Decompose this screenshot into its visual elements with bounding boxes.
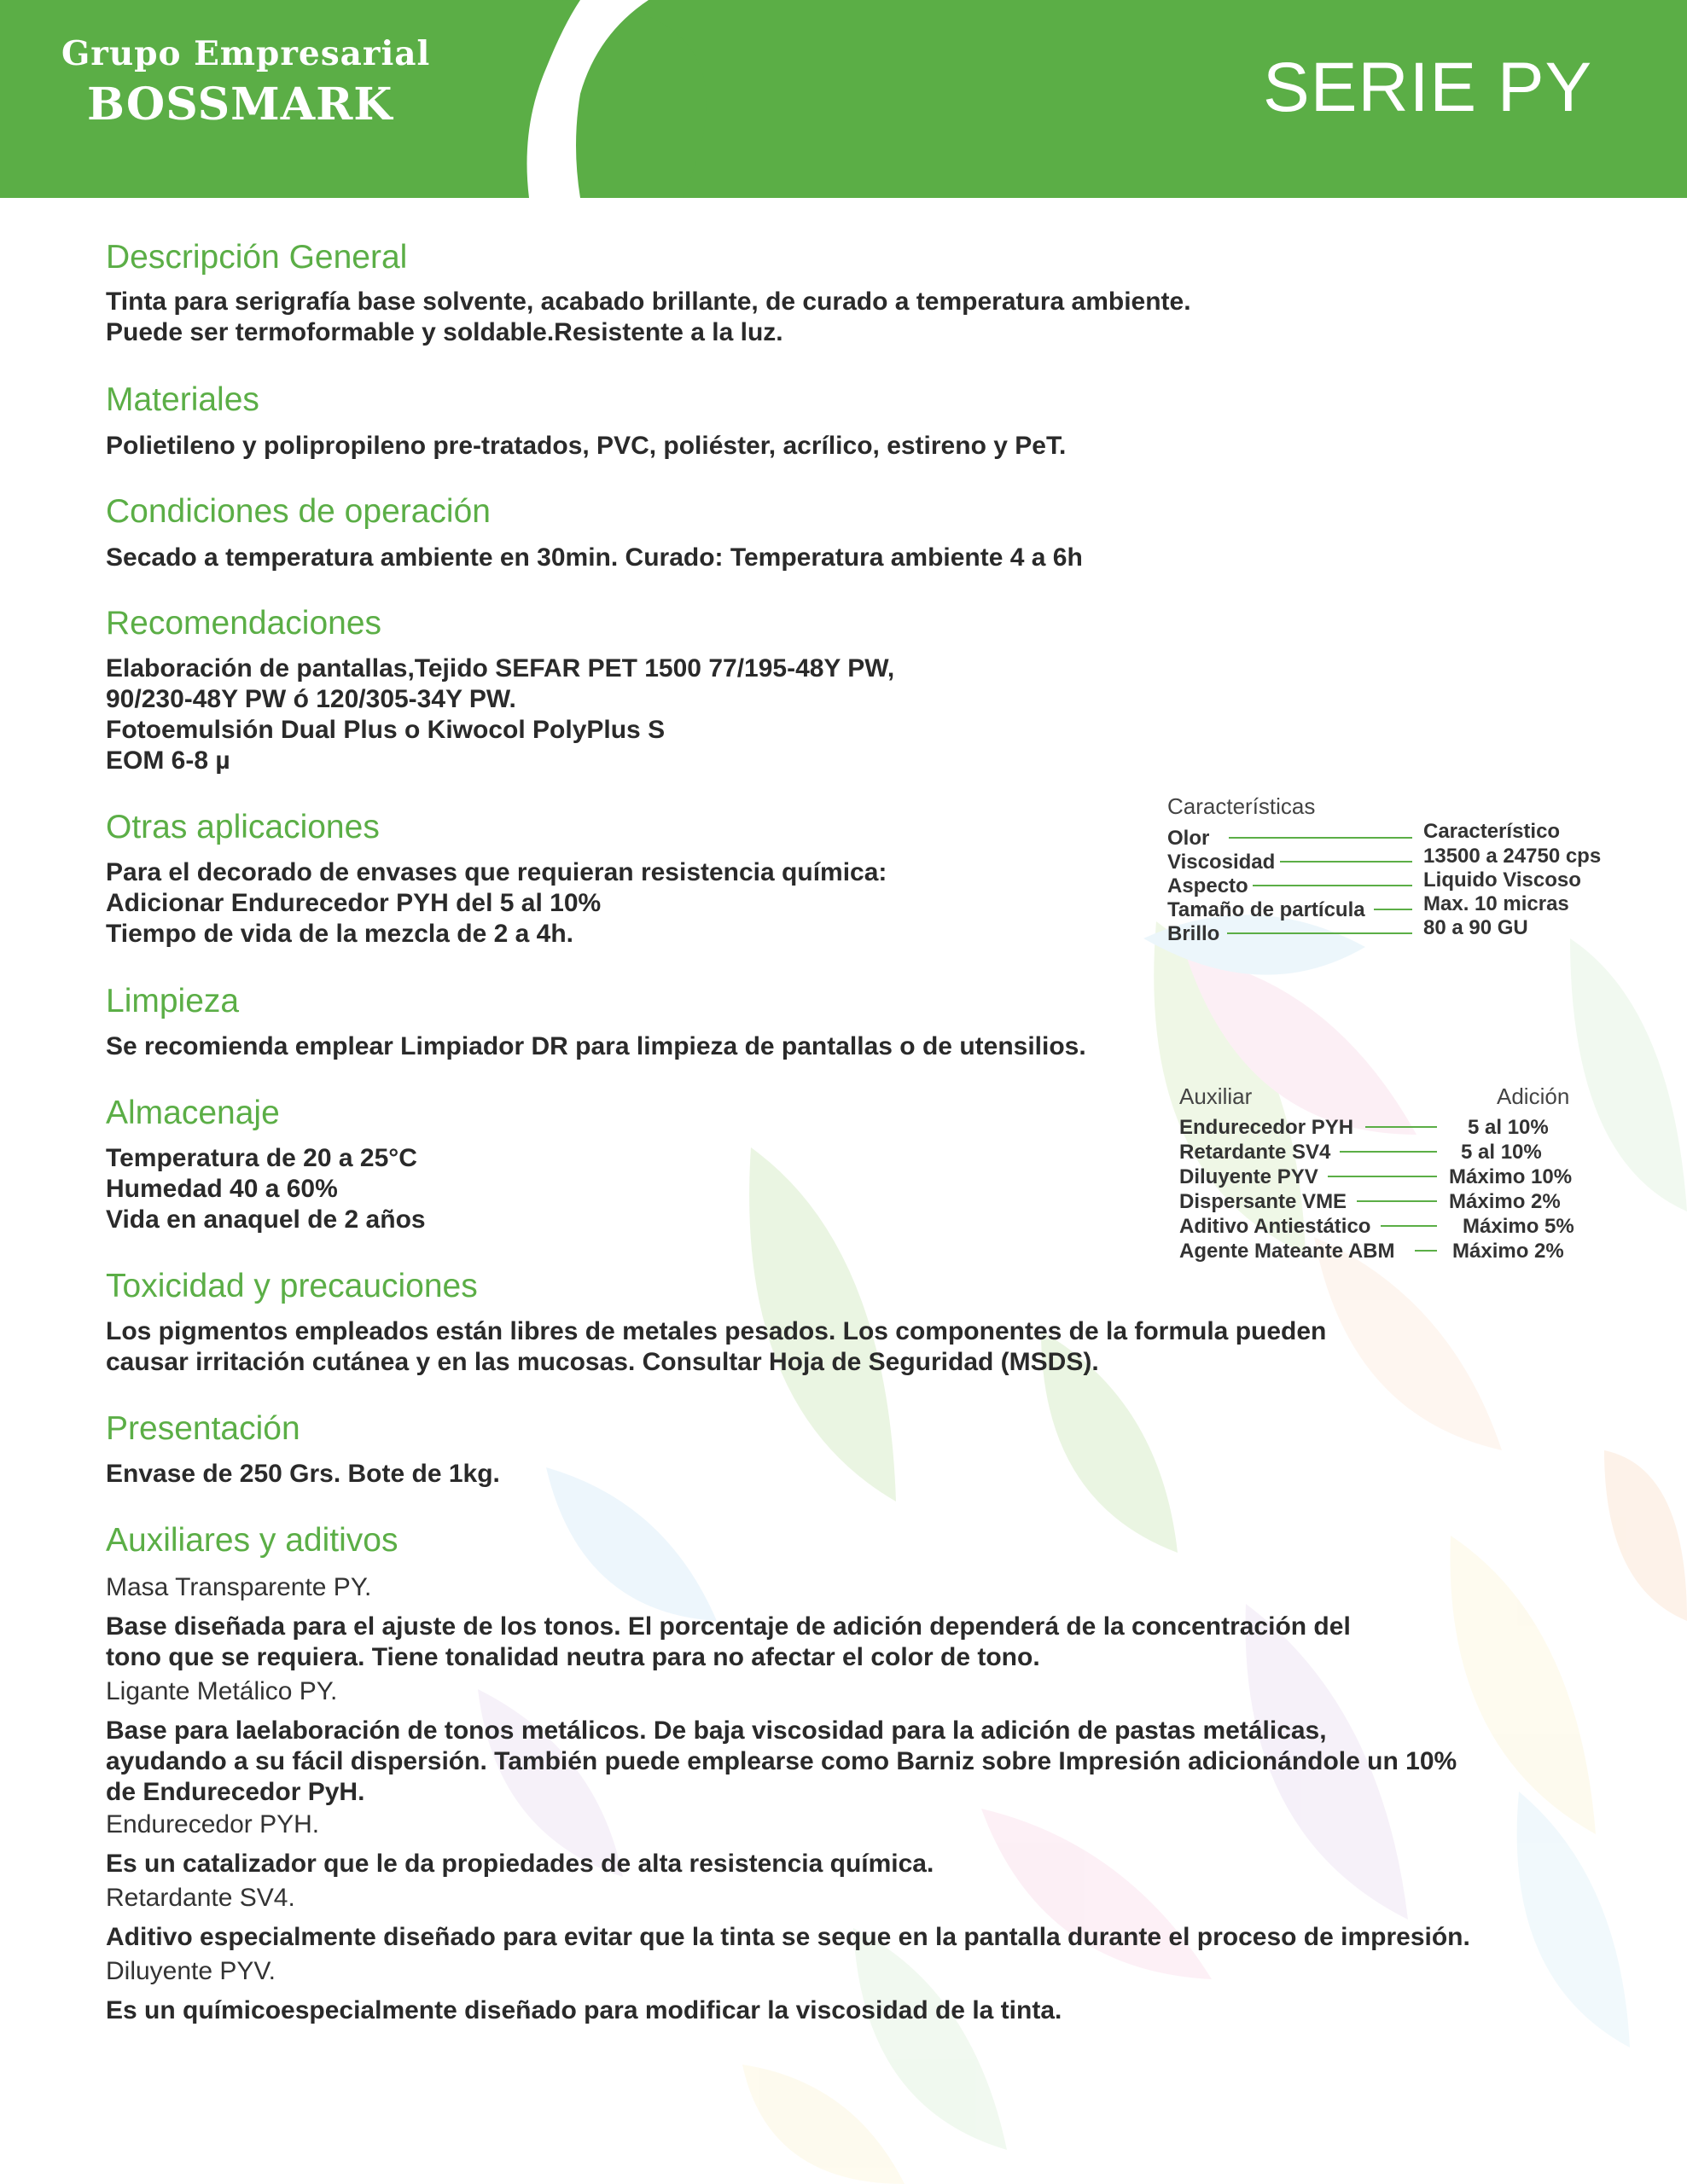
brand-group-label: Grupo Empresarial xyxy=(61,34,431,73)
auxiliar-value: 5 al 10% xyxy=(1468,1116,1549,1139)
aditivo-name: Endurecedor PYH. xyxy=(106,1810,320,1838)
section-title-descripcion: Descripción General xyxy=(106,239,408,276)
auxiliar-label: Agente Mateante ABM xyxy=(1179,1240,1395,1263)
caracteristicas-title: Características xyxy=(1167,793,1316,819)
section-text-recomendaciones: Elaboración de pantallas,Tejido SEFAR PET 1500 77/195-48Y PW, 90/230-48Y PW ó 120/305-34Y PW. Fotoemulsión Dual Plus o Kiwocol PolyPlus S EOM 6-8 µ xyxy=(106,654,895,775)
leader-line xyxy=(1253,885,1412,886)
auxiliar-col-title: Auxiliar xyxy=(1179,1083,1253,1109)
section-text-materiales: Polietileno y polipropileno pre-tratados, PVC, poliéster, acrílico, estireno y PeT. xyxy=(106,432,1067,460)
section-text-otras: Para el decorado de envases que requieran resistencia química: Adicionar Endurecedor PYH del 5 al 10% Tiempo de vida de la mezcla de 2 a 4h. xyxy=(106,858,887,948)
auxiliar-value: Máximo 2% xyxy=(1452,1240,1564,1263)
section-title-auxiliares: Auxiliares y aditivos xyxy=(106,1522,398,1559)
leader-line xyxy=(1365,1126,1437,1128)
section-text-toxicidad: Los pigmentos empleados están libres de metales pesados. Los componentes de la formula pueden causar irritación cutánea y en las mucosas. Consultar Hoja de Seguridad (MSDS). xyxy=(106,1317,1327,1376)
aditivo-name: Diluyente PYV. xyxy=(106,1957,276,1985)
adicion-col-title: Adición xyxy=(1497,1083,1570,1109)
aditivo-name: Masa Transparente PY. xyxy=(106,1573,372,1601)
section-title-recomendaciones: Recomendaciones xyxy=(106,605,382,642)
leader-line xyxy=(1280,861,1412,863)
auxiliar-value: Máximo 10% xyxy=(1449,1165,1573,1188)
leader-line xyxy=(1374,909,1412,910)
caracteristica-label: Viscosidad xyxy=(1167,851,1276,874)
auxiliar-label: Aditivo Antiestático xyxy=(1179,1215,1371,1238)
auxiliar-label: Diluyente PYV xyxy=(1179,1165,1318,1188)
caracteristica-value: Max. 10 micras xyxy=(1423,892,1569,915)
caracteristica-label: Olor xyxy=(1167,827,1210,850)
section-title-condiciones: Condiciones de operación xyxy=(106,493,491,530)
aditivo-description: Base diseñada para el ajuste de los tonos. El porcentaje de adición dependerá de la concentración del tono que se requiera. Tiene tonalidad neutra para no afectar el color de tono. xyxy=(106,1612,1351,1671)
aditivo-name: Ligante Metálico PY. xyxy=(106,1677,338,1705)
aditivo-description: Es un químicoespecialmente diseñado para modificar la viscosidad de la tinta. xyxy=(106,1996,1062,2024)
caracteristica-label: Aspecto xyxy=(1167,874,1248,897)
section-text-almacenaje: Temperatura de 20 a 25°C Humedad 40 a 60% Vida en anaquel de 2 años xyxy=(106,1144,426,1234)
section-title-otras: Otras aplicaciones xyxy=(106,809,380,845)
auxiliar-label: Retardante SV4 xyxy=(1179,1141,1331,1164)
section-text-condiciones: Secado a temperatura ambiente en 30min. Curado: Temperatura ambiente 4 a 6h xyxy=(106,543,1083,572)
section-title-presentacion: Presentación xyxy=(106,1410,300,1447)
caracteristica-value: 80 a 90 GU xyxy=(1423,916,1528,939)
auxiliar-value: Máximo 5% xyxy=(1463,1215,1574,1238)
leader-line xyxy=(1340,1151,1437,1153)
leader-line xyxy=(1357,1200,1437,1202)
caracteristica-label: Tamaño de partícula xyxy=(1167,898,1365,921)
section-title-materiales: Materiales xyxy=(106,381,259,418)
caracteristica-value: 13500 a 24750 cps xyxy=(1423,845,1602,868)
auxiliar-label: Dispersante VME xyxy=(1179,1190,1347,1213)
section-text-descripcion: Tinta para serigrafía base solvente, acabado brillante, de curado a temperatura ambiente. Puede ser termoformable y soldable.Resistente a la luz. xyxy=(106,288,1191,346)
series-title: SERIE PY xyxy=(1263,49,1593,126)
leader-line xyxy=(1328,1176,1437,1177)
aditivo-description: Es un catalizador que le da propiedades de alta resistencia química. xyxy=(106,1850,934,1878)
section-title-almacenaje: Almacenaje xyxy=(106,1095,280,1131)
caracteristica-value: Característico xyxy=(1423,820,1561,843)
section-title-limpieza: Limpieza xyxy=(106,983,240,1019)
auxiliar-value: Máximo 2% xyxy=(1449,1190,1561,1213)
section-text-presentacion: Envase de 250 Grs. Bote de 1kg. xyxy=(106,1460,500,1488)
aditivo-name: Retardante SV4. xyxy=(106,1884,295,1912)
leader-line xyxy=(1229,837,1412,839)
brand-name: BOSSMARK xyxy=(87,78,393,131)
aditivo-description: Aditivo especialmente diseñado para evitar que la tinta se seque en la pantalla durante el proceso de impresión. xyxy=(106,1923,1470,1951)
auxiliar-label: Endurecedor PYH xyxy=(1179,1116,1354,1139)
leader-line xyxy=(1227,932,1412,934)
auxiliar-value: 5 al 10% xyxy=(1461,1141,1542,1164)
section-text-limpieza: Se recomienda emplear Limpiador DR para limpieza de pantallas o de utensilios. xyxy=(106,1032,1086,1060)
section-title-toxicidad: Toxicidad y precauciones xyxy=(106,1268,478,1304)
caracteristica-value: Liquido Viscoso xyxy=(1423,868,1581,892)
aditivo-description: Base para laelaboración de tonos metálicos. De baja viscosidad para la adición de pastas metálicas, ayudando a su fácil dispersión. También puede emplearse como Barniz sobre Impresión adicionándole un 10% de Endurecedor PyH. xyxy=(106,1716,1457,1806)
leader-line xyxy=(1381,1225,1437,1227)
leader-line xyxy=(1415,1250,1437,1252)
caracteristica-label: Brillo xyxy=(1167,922,1220,945)
